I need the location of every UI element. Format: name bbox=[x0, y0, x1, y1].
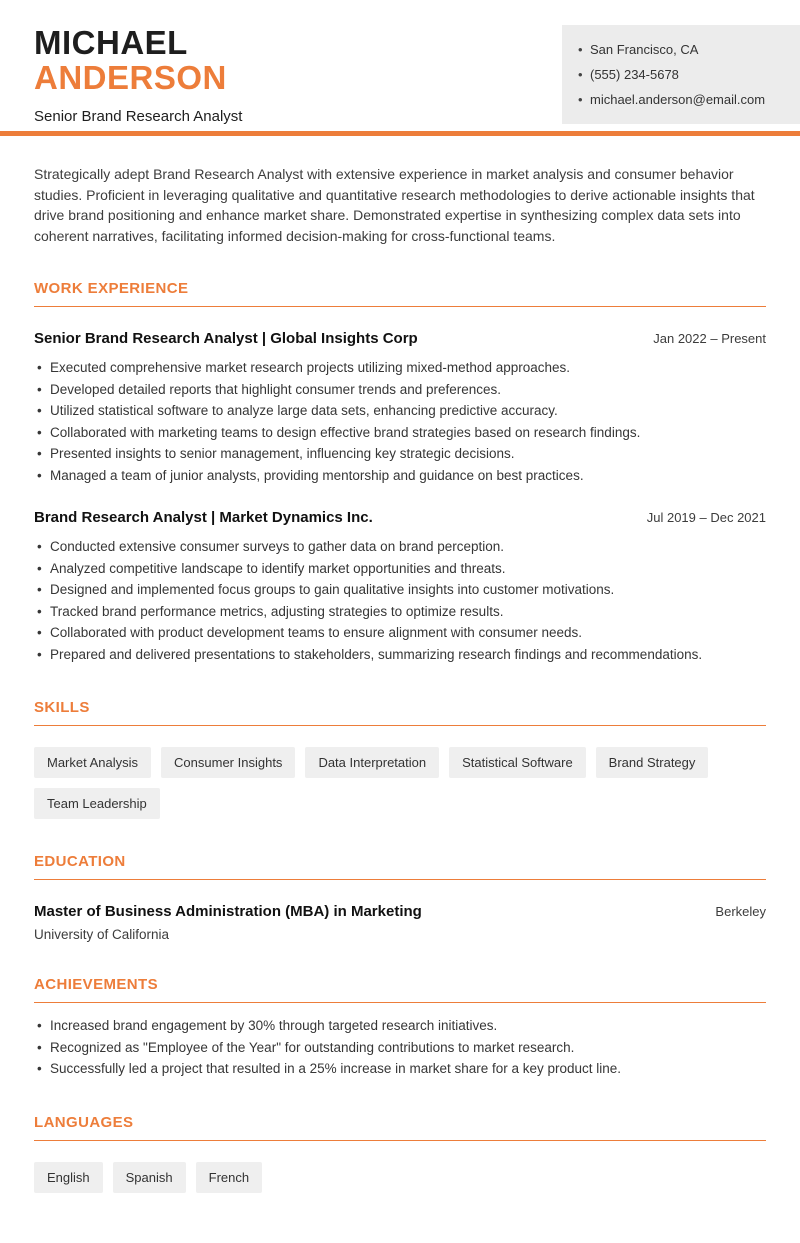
job-entry-2 bbox=[34, 509, 766, 665]
first-name: MICHAEL bbox=[34, 24, 188, 61]
bullet-item: • Executed comprehensive market research projects utilizing mixed-method approaches. bbox=[34, 357, 766, 379]
contact-phone: • (555) 234-5678 bbox=[578, 62, 784, 87]
job-bullet-list bbox=[34, 357, 766, 486]
section-skills bbox=[34, 699, 766, 819]
education-entry bbox=[34, 903, 766, 942]
candidate-job-title: Senior Brand Research Analyst bbox=[34, 108, 243, 125]
achievements-bullet-list bbox=[34, 1015, 766, 1080]
bullet-item: • Successfully led a project that resulted in a 25% increase in market share for a key product line. bbox=[34, 1058, 766, 1080]
bullet-item: • Analyzed competitive landscape to identify market opportunities and threats. bbox=[34, 558, 766, 580]
skill-tag: Statistical Software bbox=[449, 747, 586, 778]
resume-body bbox=[0, 136, 800, 1243]
languages-heading: LANGUAGES bbox=[34, 1114, 766, 1141]
job-entry-header bbox=[34, 330, 766, 347]
skill-tag: Team Leadership bbox=[34, 788, 160, 819]
bullet-item: • Managed a team of junior analysts, providing mentorship and guidance on best practices. bbox=[34, 465, 766, 487]
bullet-item: • Conducted extensive consumer surveys to gather data on brand perception. bbox=[34, 536, 766, 558]
job-bullet-list bbox=[34, 536, 766, 665]
bullet-item: • Designed and implemented focus groups to gain qualitative insights into customer motivations. bbox=[34, 579, 766, 601]
language-tag: French bbox=[196, 1162, 262, 1193]
contact-box bbox=[562, 25, 800, 124]
candidate-name bbox=[34, 25, 242, 95]
language-tag: Spanish bbox=[113, 1162, 186, 1193]
language-tag: English bbox=[34, 1162, 103, 1193]
skills-heading: SKILLS bbox=[34, 699, 766, 726]
bullet-item: • Utilized statistical software to analyze large data sets, enhancing predictive accuracy. bbox=[34, 400, 766, 422]
bullet-item: • Increased brand engagement by 30% through targeted research initiatives. bbox=[34, 1015, 766, 1037]
skill-tag: Market Analysis bbox=[34, 747, 151, 778]
bullet-item: • Developed detailed reports that highlight consumer trends and preferences. bbox=[34, 379, 766, 401]
work-experience-heading: WORK EXPERIENCE bbox=[34, 280, 766, 307]
bullet-item: • Recognized as "Employee of the Year" for outstanding contributions to market research. bbox=[34, 1037, 766, 1059]
bullet-item: • Collaborated with marketing teams to design effective brand strategies based on research findings. bbox=[34, 422, 766, 444]
education-location: Berkeley bbox=[715, 904, 766, 919]
skill-tag: Data Interpretation bbox=[305, 747, 439, 778]
languages-tag-list bbox=[34, 1162, 766, 1193]
contact-location: • San Francisco, CA bbox=[578, 37, 784, 62]
bullet-item: • Collaborated with product development teams to ensure alignment with consumer needs. bbox=[34, 622, 766, 644]
header-identity bbox=[34, 25, 242, 125]
section-achievements bbox=[34, 976, 766, 1080]
degree-title: Master of Business Administration (MBA) in Marketing bbox=[34, 903, 422, 920]
skill-tag: Consumer Insights bbox=[161, 747, 295, 778]
last-name: ANDERSON bbox=[34, 59, 227, 96]
job-title: Brand Research Analyst | Market Dynamics Inc. bbox=[34, 509, 373, 526]
education-heading: EDUCATION bbox=[34, 853, 766, 880]
contact-email: • michael.anderson@email.com bbox=[578, 87, 784, 112]
resume-header bbox=[0, 0, 800, 131]
summary-paragraph: Strategically adept Brand Research Analyst with extensive experience in market analysis and consumer behavior studies. Proficient in leveraging qualitative and quantitative research methodologies to derive actionable insights that drive brand positioning and enhance market share. Demonstrated expertise in synthesizing complex data sets into coherent narratives, facilitating informed decision-making for cross-functional teams. bbox=[34, 166, 755, 244]
job-entry-1 bbox=[34, 330, 766, 486]
bullet-item: • Tracked brand performance metrics, adjusting strategies to optimize results. bbox=[34, 601, 766, 623]
bullet-item: • Presented insights to senior management, influencing key strategic decisions. bbox=[34, 443, 766, 465]
education-entry-header bbox=[34, 903, 766, 920]
skills-tag-list bbox=[34, 747, 766, 819]
skill-tag: Brand Strategy bbox=[596, 747, 709, 778]
bullet-item: • Prepared and delivered presentations to stakeholders, summarizing research findings and recommendations. bbox=[34, 644, 766, 666]
job-dates: Jan 2022 – Present bbox=[653, 331, 766, 346]
section-languages bbox=[34, 1114, 766, 1193]
job-dates: Jul 2019 – Dec 2021 bbox=[646, 510, 766, 525]
section-work-experience bbox=[34, 280, 766, 665]
school-name: University of California bbox=[34, 927, 170, 942]
job-title: Senior Brand Research Analyst | Global Insights Corp bbox=[34, 330, 418, 347]
section-education bbox=[34, 853, 766, 942]
job-entry-header bbox=[34, 509, 766, 526]
achievements-heading: ACHIEVEMENTS bbox=[34, 976, 766, 1003]
